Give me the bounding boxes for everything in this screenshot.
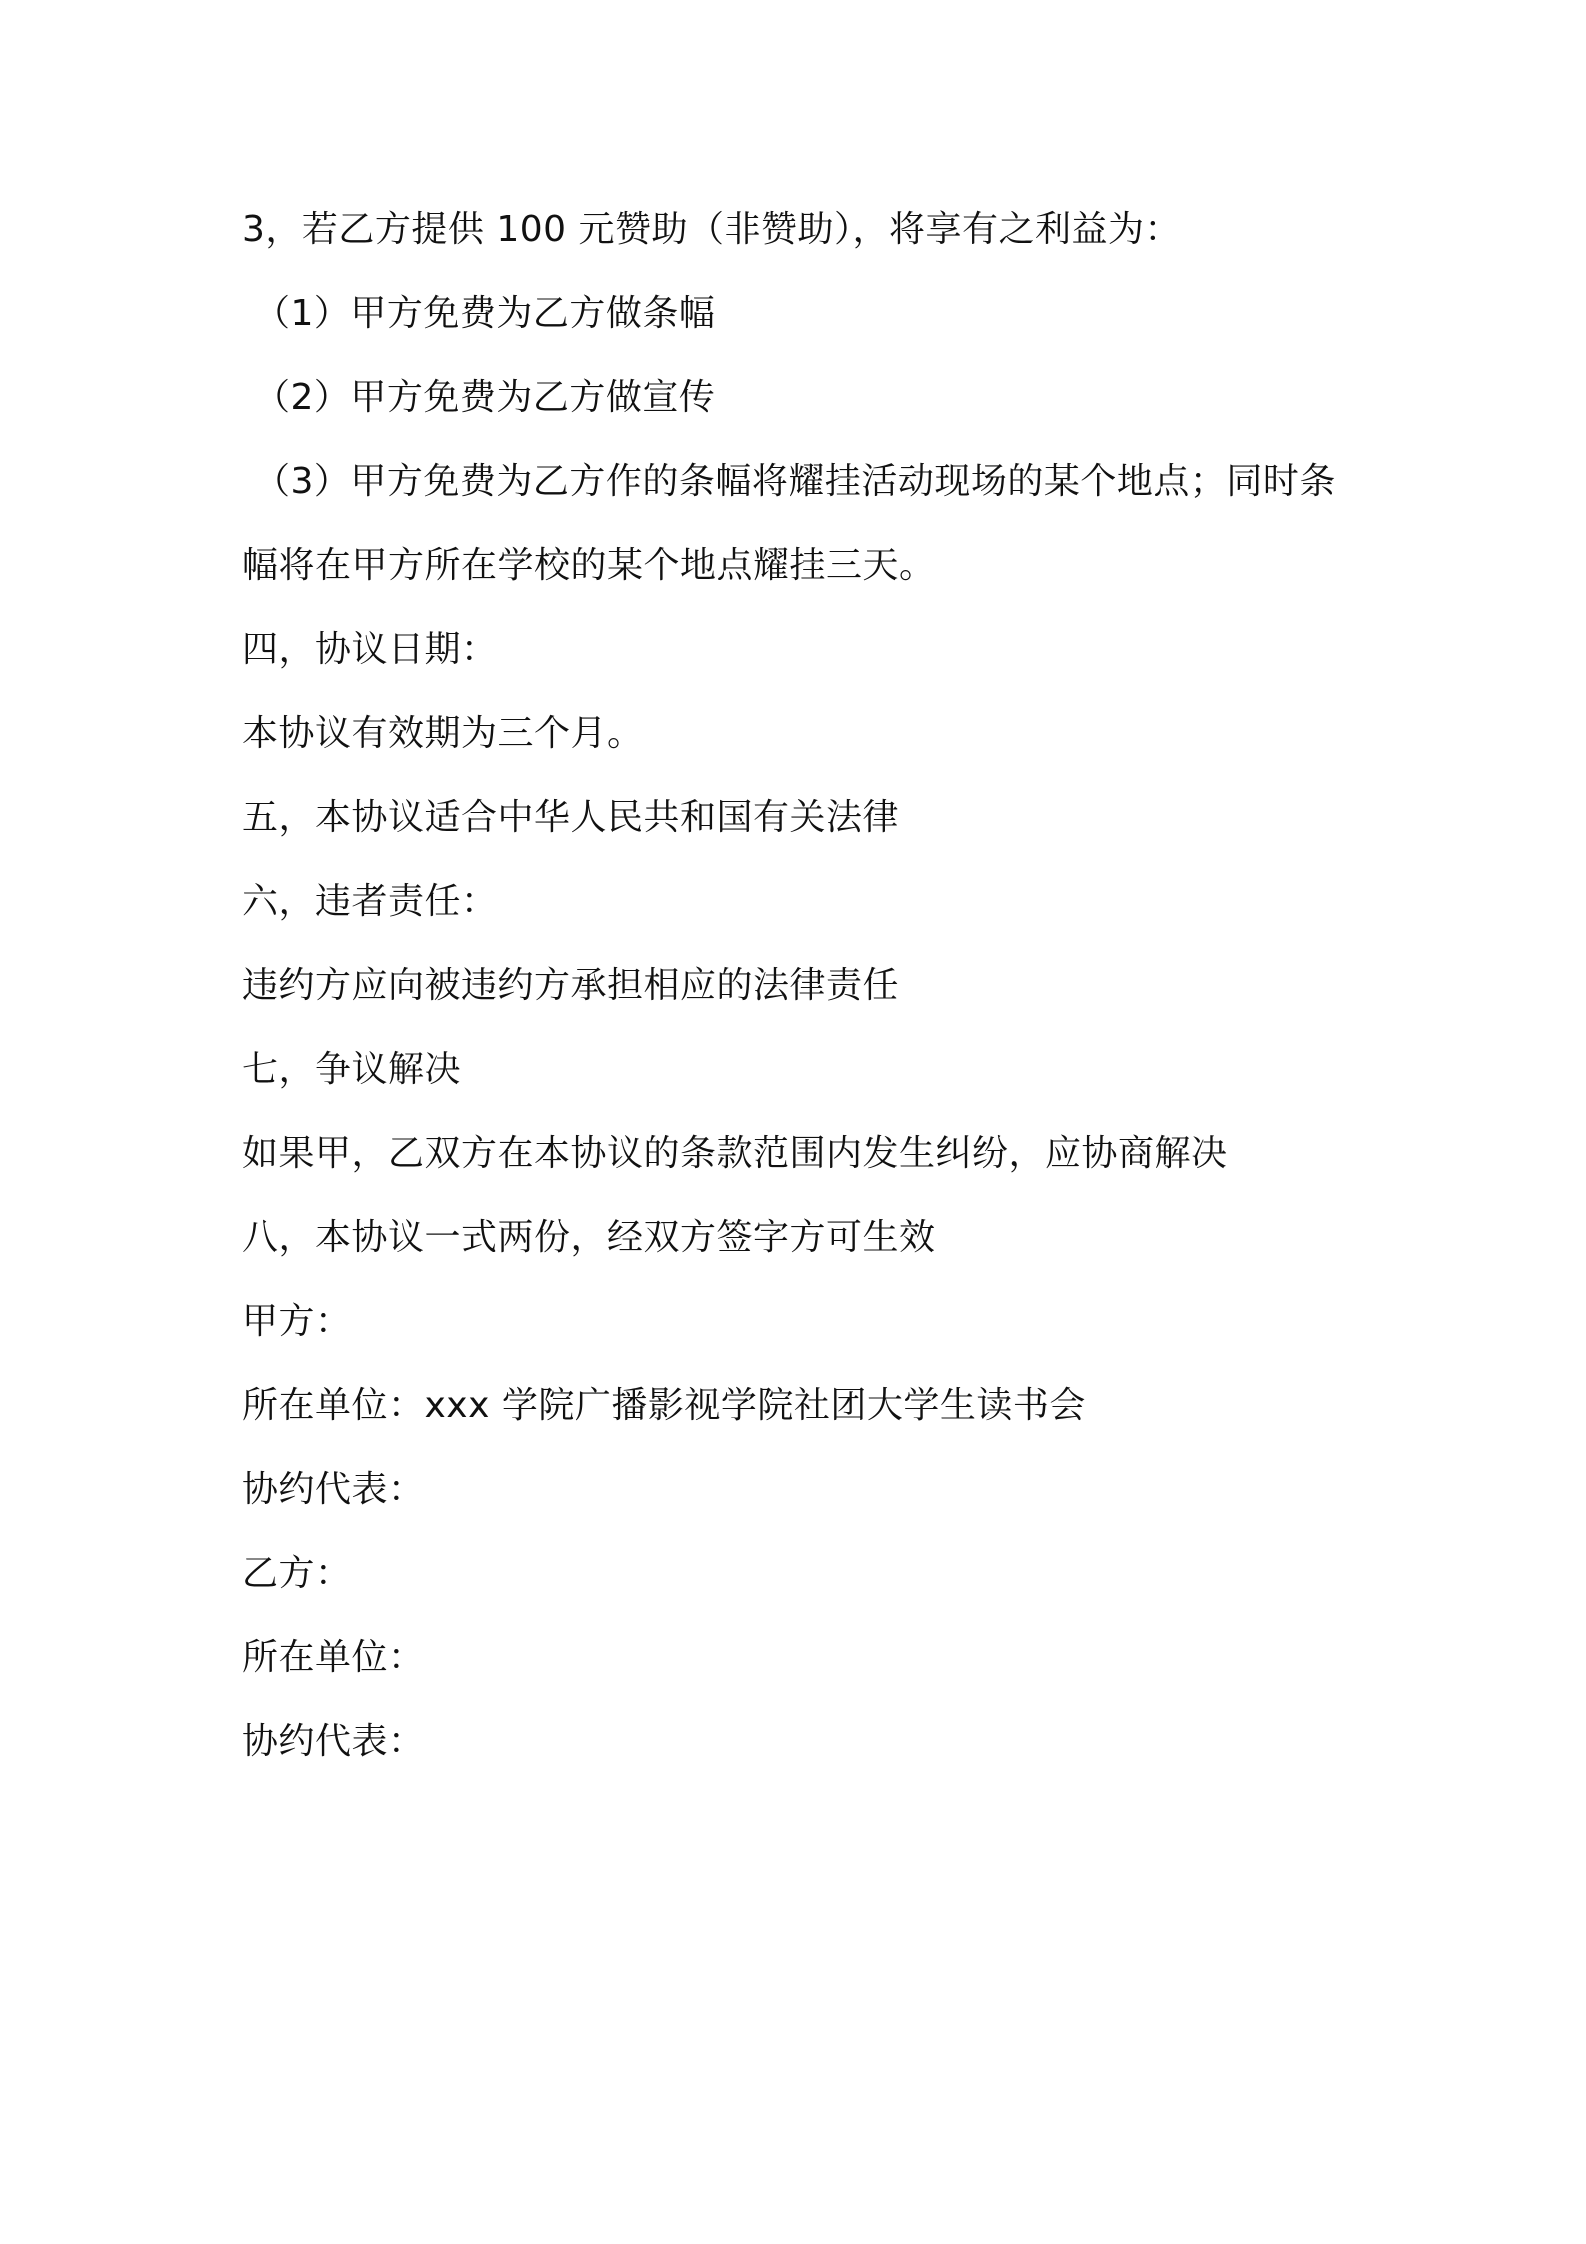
- benefit-item-3-continued: 幅将在甲方所在学校的某个地点耀挂三天。: [242, 545, 936, 586]
- section-7-body: 如果甲，乙双方在本协议的条款范围内发生纠纷，应协商解决: [242, 1133, 1228, 1174]
- party-b-representative: 协约代表：: [242, 1721, 425, 1762]
- section-7-heading: 七，争议解决: [242, 1049, 462, 1090]
- section-4-heading: 四，协议日期：: [242, 629, 498, 670]
- party-a-representative: 协约代表：: [242, 1469, 425, 1510]
- party-a-organization: 所在单位：xxx 学院广播影视学院社团大学生读书会: [242, 1385, 1086, 1426]
- section-6-body: 违约方应向被违约方承担相应的法律责任: [242, 965, 900, 1006]
- section-8-heading: 八，本协议一式两份，经双方签字方可生效: [242, 1217, 936, 1258]
- party-a-label: 甲方：: [242, 1301, 352, 1342]
- benefit-item-2: （2）甲方免费为乙方做宣传: [254, 377, 716, 418]
- section-6-heading: 六，违者责任：: [242, 881, 498, 922]
- party-b-organization: 所在单位：: [242, 1637, 425, 1678]
- clause-3-sponsorship-benefits: 3，若乙方提供 100 元赞助（非赞助），将享有之利益为：: [242, 209, 1182, 250]
- party-b-label: 乙方：: [242, 1553, 352, 1594]
- benefit-item-1: （1）甲方免费为乙方做条幅: [254, 293, 716, 334]
- section-5-heading: 五，本协议适合中华人民共和国有关法律: [242, 797, 900, 838]
- section-4-body: 本协议有效期为三个月。: [242, 713, 644, 754]
- benefit-item-3: （3）甲方免费为乙方作的条幅将耀挂活动现场的某个地点；同时条: [254, 461, 1336, 502]
